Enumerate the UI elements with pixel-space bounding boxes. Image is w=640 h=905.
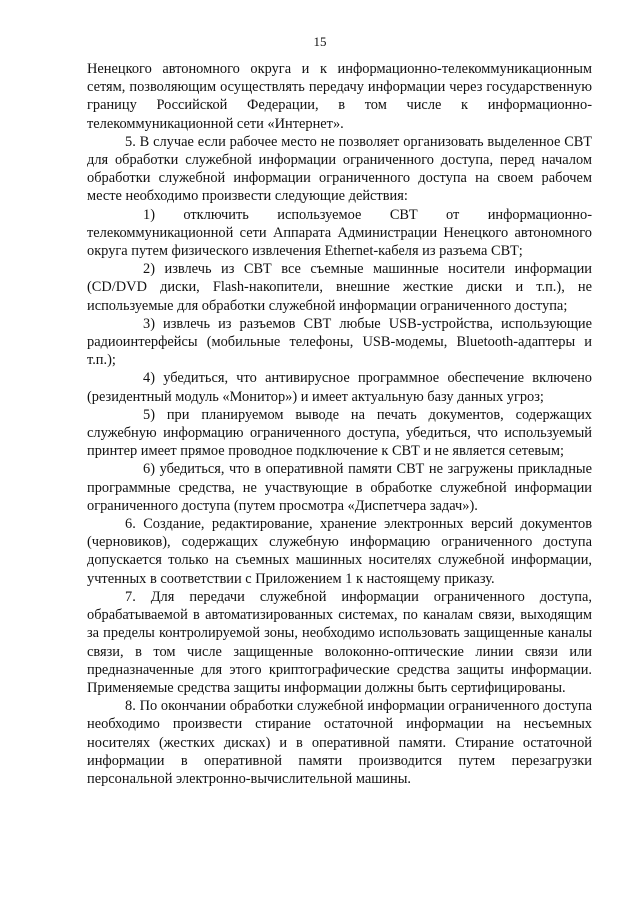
paragraph-7: 7. Для передачи служебной информации ограниченного доступа, обрабатываемой в автоматизированных системах, по каналам связи, выходящим за пределы контролируемой зоны, необходимо использовать защищенные каналы связи, в том числе защищенные волоконно-оптические линии связи или предназначенные для этого криптографические средства защиты информации. Применяемые средства защиты информации должны быть сертифицированы. [87,588,592,696]
list-item-4: 4) убедиться, что антивирусное программное обеспечение включено (резидентный модуль «Монитор») и имеет актуальную базу данных угроз; [87,370,592,405]
page-number: 15 [313,34,327,49]
list-item-1: 1) отключить используемое СВТ от информационно-телекоммуникационной сети Аппарата Администрации Ненецкого автономного округа путем физического извлечения Ethernet-кабеля из разъема СВТ; [87,206,592,260]
list-item-3: 3) извлечь из разъемов СВТ любые USB-устройства, использующие радиоинтерфейсы (мобильные телефоны, USB-модемы, Bluetooth-адаптеры и т.п.); [87,315,592,369]
list-item-6: 6) убедиться, что в оперативной памяти СВТ не загружены прикладные программные средства, не участвующие в обработке служебной информации ограниченного доступа (путем просмотра «Диспетчера задач»). [87,461,592,514]
paragraph-6: 6. Создание, редактирование, хранение электронных версий документов (черновиков), содержащих служебную информацию ограниченного доступа допускается только на съемных машинных носителях служебной информации, учтенных в соответствии с Приложением 1 к настоящему приказу. [87,516,592,587]
paragraph-continuation: Ненецкого автономного округа и к информационно-телекоммуникационным сетям, позволяющим осуществлять передачу информации через государственную границу Российской Федерации, в том числе к информационно-телекоммуникационной сети «Интернет». [87,61,592,132]
paragraph-8: 8. По окончании обработки служебной информации ограниченного доступа необходимо произвести стирание остаточной информации на несъемных носителях (жестких дисках) и в оперативной памяти. Стирание остаточной информации в оперативной памяти производится путем перезагрузки персональной электронно-вычислительной машины. [87,698,592,787]
list-item-2: 2) извлечь из СВТ все съемные машинные носители информации (CD/DVD диски, Flash-накопители, внешние жесткие диски и т.п.), не используемые для обработки служебной информации ограниченного доступа; [87,261,592,314]
list-item-5: 5) при планируемом выводе на печать документов, содержащих служебную информацию ограниченного доступа, убедиться, что используемый принтер имеет прямое проводное подключение к СВТ и не является сетевым; [87,406,592,460]
paragraph-5: 5. В случае если рабочее место не позволяет организовать выделенное СВТ для обработки служебной информации ограниченного доступа, перед началом обработки служебной информации ограниченного доступа на своем рабочем месте необходимо произвести следующие действия: [87,133,592,205]
document-body [87,60,592,788]
